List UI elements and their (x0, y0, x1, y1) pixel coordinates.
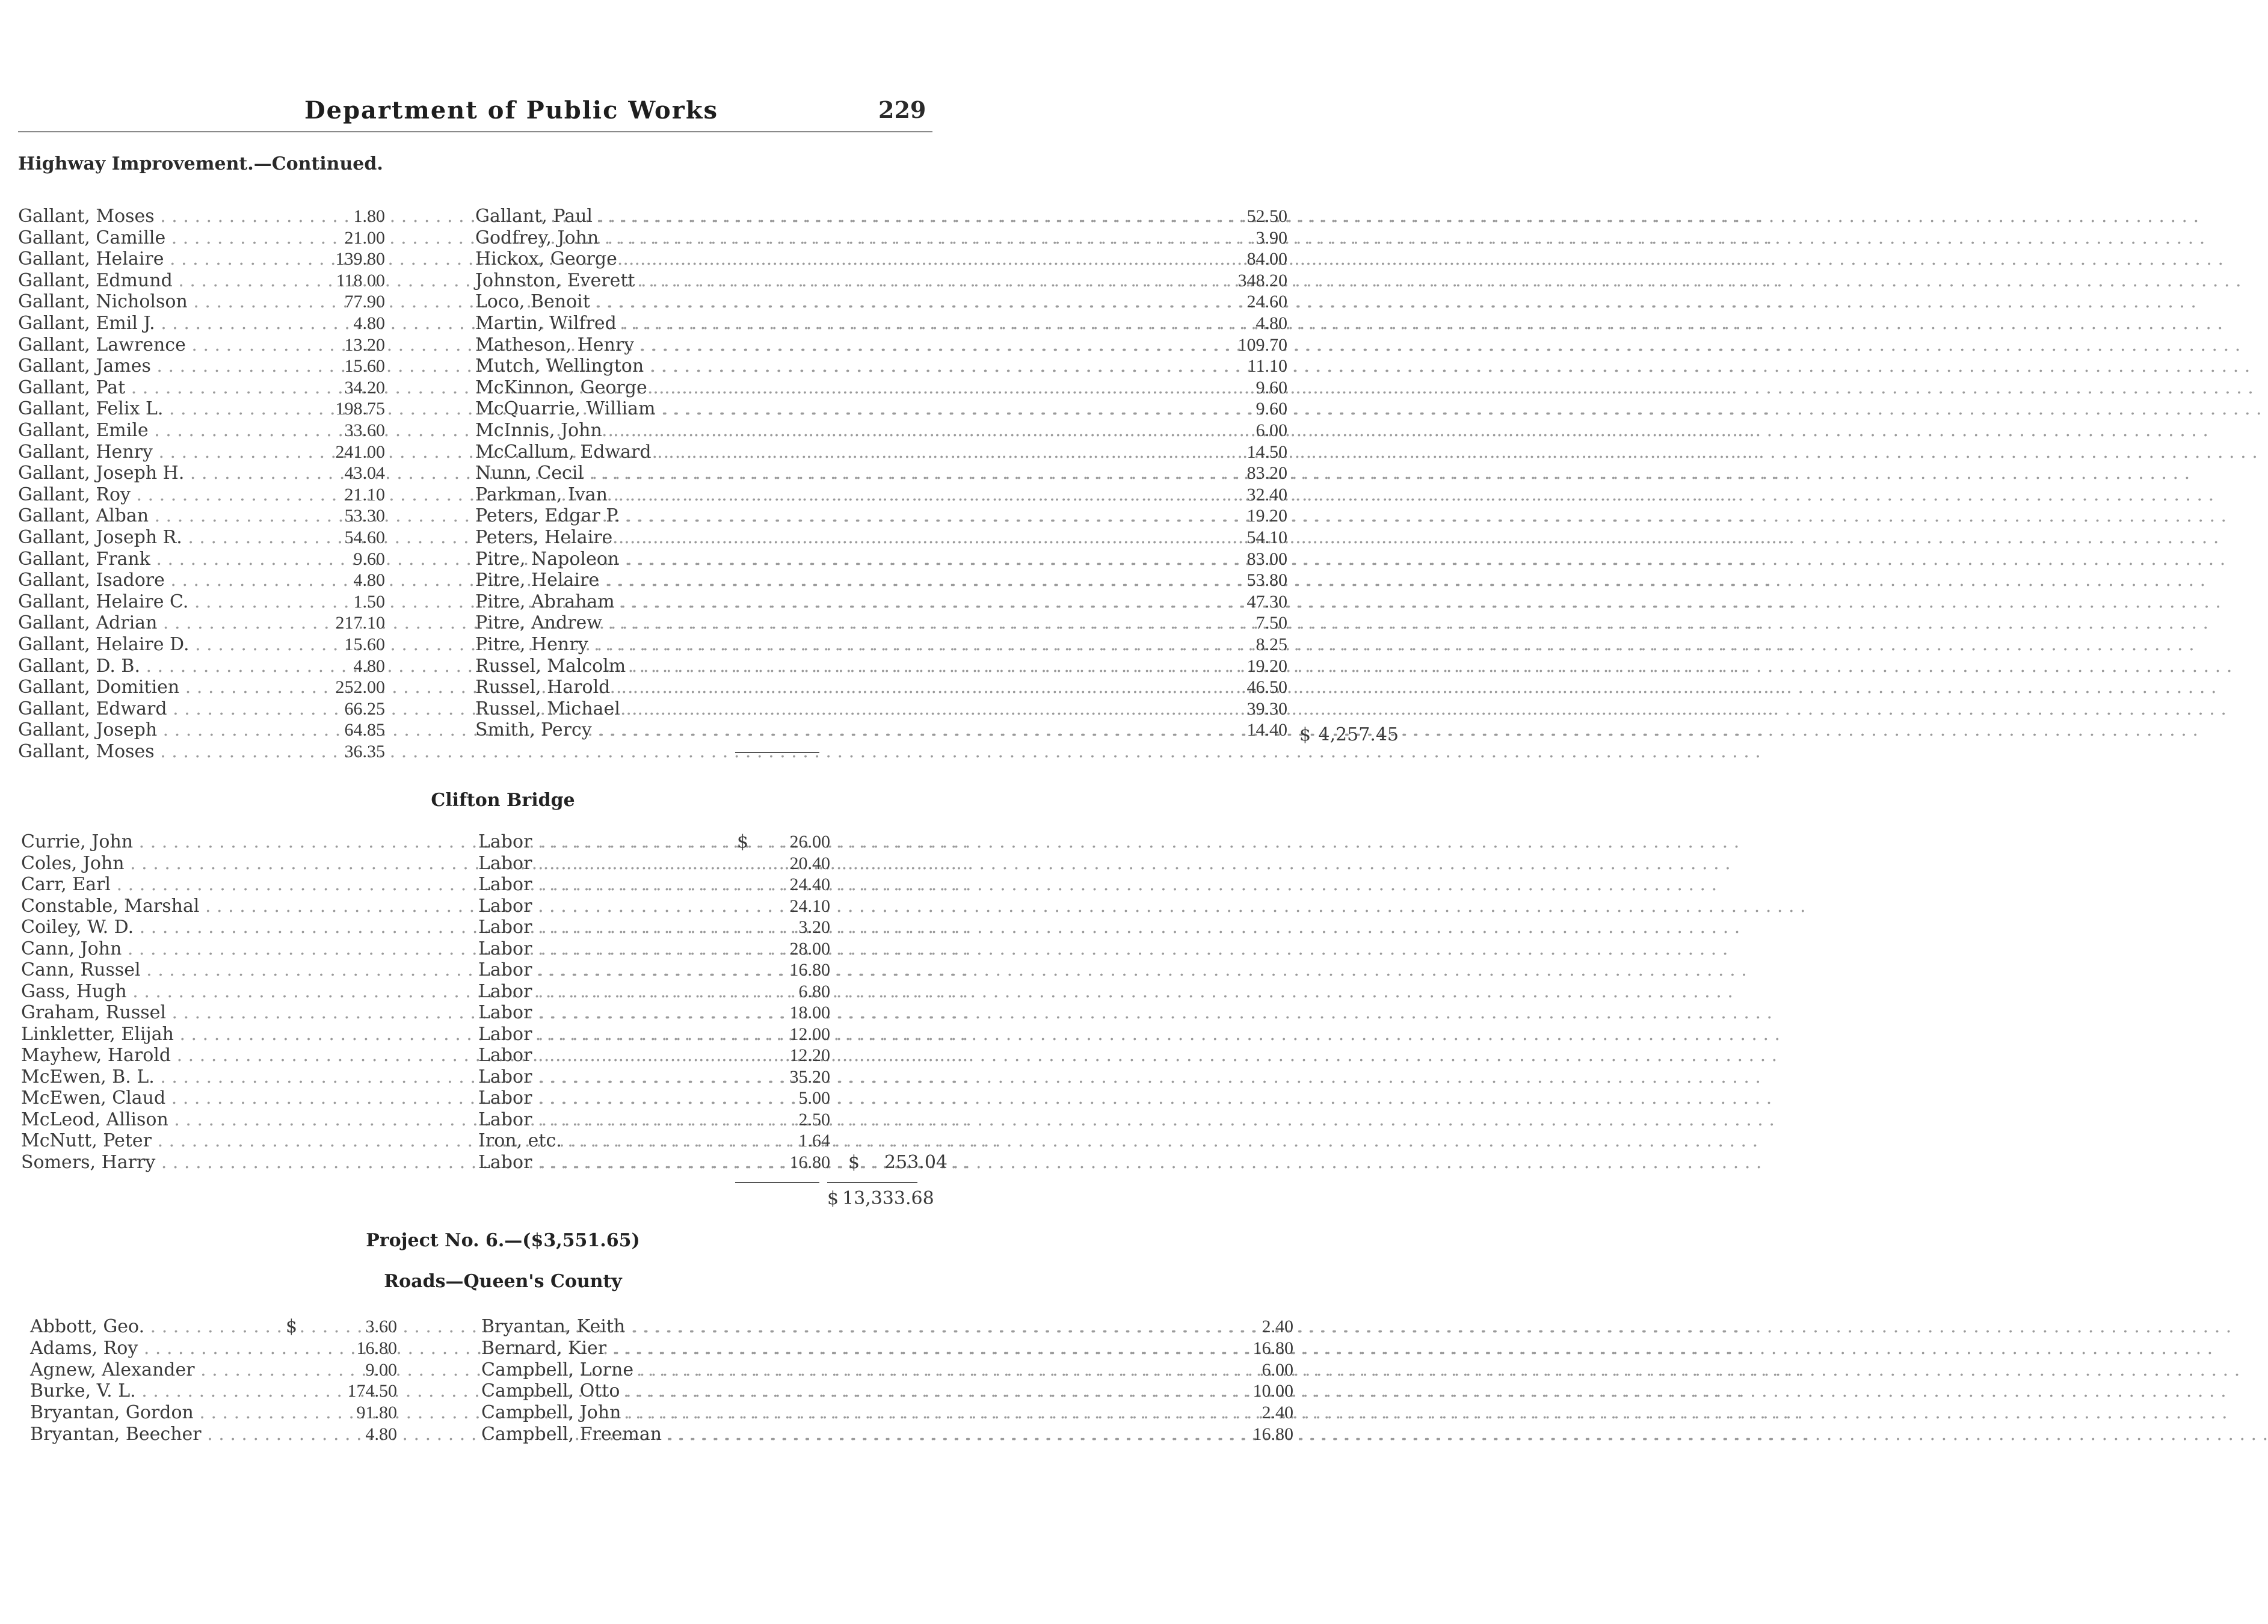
payee-amount: 91.80 (356, 1403, 397, 1423)
payee-amount: 83.00 (1246, 549, 1287, 569)
payee-name: Pitre, Abraham . . . (475, 591, 728, 613)
payee-name: McInnis, John . . . (475, 420, 728, 441)
work-type: Labor . . . (478, 831, 743, 853)
table-row (21, 981, 960, 1003)
table-row (21, 917, 960, 938)
work-type: Labor . . . (478, 959, 743, 981)
payee-amount: 77.90 (344, 292, 385, 312)
payee-amount: 252.00 (335, 677, 385, 698)
payee-name: Abbott, Geo. . . . (30, 1316, 283, 1338)
payee-amount: 4.80 (353, 656, 385, 676)
payee-name: McEwen, Claud . . . (21, 1087, 478, 1109)
work-type: Labor . . . (478, 981, 743, 1003)
payee-amount: 35.20 (789, 1066, 830, 1087)
clifton-subtotal: 253.04 (884, 1151, 948, 1173)
payee-name: Constable, Marshal . . . (21, 896, 478, 917)
payee-name: Godfrey, John . . . (475, 227, 728, 249)
payee-name: Burke, V. L. . . . (30, 1380, 283, 1402)
payee-name: Gass, Hugh . . . (21, 981, 478, 1003)
payee-name: Coles, John . . . (21, 853, 478, 875)
table-row (21, 1130, 960, 1152)
payee-name: Gallant, Joseph . . . (18, 719, 283, 741)
payee-name: McLeod, Allison . . . (21, 1109, 478, 1131)
payee-amount: 16.80 (1253, 1424, 1293, 1444)
payee-amount: 47.30 (1246, 591, 1287, 612)
payee-name: Gallant, Moses . . . (18, 741, 283, 763)
payee-amount: 54.60 (344, 527, 385, 547)
payee-amount: 20.40 (789, 853, 830, 873)
payee-name: Campbell, John . . . (481, 1402, 722, 1424)
payee-name: Martin, Wilfred . . . (475, 313, 728, 334)
payee-name: Peters, Helaire . . . (475, 527, 728, 549)
payee-amount: 66.25 (344, 698, 385, 719)
payee-amount: 198.75 (335, 399, 385, 419)
payee-name: Agnew, Alexander . . . (30, 1359, 283, 1381)
payee-name: Gallant, Henry . . . (18, 441, 283, 463)
payee-name: Gallant, Frank . . . (18, 549, 283, 570)
payee-name: Gallant, Felix L. . . . (18, 398, 283, 420)
project-title: Project No. 6.—($3,551.65) (366, 1230, 640, 1251)
payee-name: Pitre, Napoleon . . . (475, 549, 728, 570)
payee-amount: 9.60 (353, 549, 385, 569)
payee-name: Bernard, Kier . . . (481, 1338, 722, 1359)
payee-amount: 28.00 (789, 938, 830, 959)
payee-amount: 9.00 (365, 1359, 397, 1380)
payee-amount: 6.80 (798, 981, 830, 1001)
payee-amount: 3.90 (1256, 227, 1287, 248)
payee-name: Johnston, Everett . . . (475, 270, 728, 292)
payee-name: Adams, Roy . . . (30, 1338, 283, 1359)
payee-name: Gallant, Joseph H. . . . (18, 463, 283, 484)
table-row (21, 1024, 960, 1045)
payee-amount: 4.80 (365, 1424, 397, 1444)
payee-name: Gallant, Adrian . . . (18, 612, 283, 634)
payee-name: Gallant, James . . . (18, 355, 283, 377)
grand-total-row (827, 1188, 935, 1210)
payee-amount: 4.80 (1256, 313, 1287, 333)
table-row (21, 1109, 960, 1131)
grand-total: 13,333.68 (842, 1188, 934, 1209)
payee-name: Gallant, Helaire C. . . . (18, 591, 283, 613)
work-type: Labor . . . (478, 896, 743, 917)
payee-name: Gallant, D. B. . . . (18, 656, 283, 677)
payee-name: Gallant, Nicholson . . . (18, 291, 283, 313)
payee-name: Matheson, Henry . . . (475, 334, 728, 356)
payee-amount: 24.40 (789, 875, 830, 894)
payee-name: Hickox, George . . . (475, 248, 728, 270)
table-row (21, 1002, 960, 1024)
table-row (21, 959, 960, 981)
page-header (0, 90, 1006, 126)
payee-amount: 16.80 (789, 960, 830, 980)
payee-amount: 9.60 (1256, 399, 1287, 419)
payee-amount: 21.10 (344, 484, 385, 505)
payee-name: Parkman, Ivan . . . (475, 484, 728, 506)
payee-name: Pitre, Helaire . . . (475, 570, 728, 591)
payee-amount: 3.20 (798, 917, 830, 937)
payee-amount: 6.00 (1262, 1359, 1293, 1380)
payee-amount: 174.50 (347, 1381, 397, 1401)
payee-name: Gallant, Emile . . . (18, 420, 283, 441)
subtotal-dollar: $ (848, 1151, 860, 1173)
payee-name: Graham, Russel . . . (21, 1002, 478, 1024)
payee-amount: 4.80 (353, 313, 385, 333)
dollar-sign: $ (737, 831, 749, 852)
payee-amount: 15.60 (344, 356, 385, 377)
work-type: Iron, etc. . . . (478, 1130, 743, 1152)
table-row (21, 938, 960, 960)
payee-name: Gallant, Paul . . . (475, 206, 728, 227)
payee-amount: 5.00 (798, 1088, 830, 1108)
payee-name: Cann, Russel . . . (21, 959, 478, 981)
table-row (21, 1152, 960, 1173)
payee-name: Gallant, Isadore . . . (18, 570, 283, 591)
payee-name: Gallant, Helaire D. . . . (18, 634, 283, 656)
payee-name: Gallant, Pat . . . (18, 377, 283, 399)
payee-amount: 53.30 (344, 506, 385, 526)
payee-amount: 1.80 (353, 206, 385, 226)
payee-amount: 241.00 (335, 441, 385, 462)
page-number: 229 (878, 96, 926, 123)
payee-amount: 10.00 (1253, 1381, 1293, 1401)
payee-name: Gallant, Edward . . . (18, 698, 283, 720)
payee-amount: 24.10 (789, 896, 830, 916)
work-type: Labor . . . (478, 1152, 743, 1173)
page-title: Department of Public Works (304, 96, 719, 125)
clifton-bridge-title: Clifton Bridge (431, 790, 575, 811)
payee-name: Peters, Edgar P. . . . (475, 505, 728, 527)
payee-name: Gallant, Edmund . . . (18, 270, 283, 292)
payee-name: McNutt, Peter . . . (21, 1130, 478, 1152)
payee-name: Pitre, Henry . . . (475, 634, 728, 656)
payee-name: Bryantan, Gordon . . . (30, 1402, 283, 1424)
payee-amount: 21.00 (344, 227, 385, 248)
work-type: Labor . . . (478, 1087, 743, 1109)
payee-amount: 33.60 (344, 420, 385, 440)
county-subtitle: Roads—Queen's County (384, 1271, 622, 1292)
payee-name: Somers, Harry . . . (21, 1152, 478, 1173)
payee-name: Russel, Michael . . . (475, 698, 728, 720)
payee-amount: 12.00 (789, 1024, 830, 1044)
payee-amount: 15.60 (344, 635, 385, 654)
payee-amount: 6.00 (1256, 420, 1287, 440)
payee-amount: 39.30 (1246, 698, 1287, 719)
payee-amount: 217.10 (335, 613, 385, 633)
payee-amount: 54.10 (1246, 527, 1287, 547)
payee-amount: 16.80 (1253, 1338, 1293, 1358)
payee-name: Mayhew, Harold . . . (21, 1045, 478, 1066)
dollar-sign: $ (286, 1316, 298, 1337)
payee-amount: 19.20 (1246, 656, 1287, 676)
payee-name: Carr, Earl . . . (21, 874, 478, 896)
payee-amount: 14.40 (1246, 720, 1287, 740)
payee-amount: 83.20 (1246, 463, 1287, 484)
payee-name: Pitre, Andrew . . . (475, 612, 728, 634)
payee-amount: 139.80 (335, 249, 385, 269)
payee-name: Gallant, Emil J. . . . (18, 313, 283, 334)
payee-amount: 2.40 (1262, 1403, 1293, 1423)
work-type: Labor . . . (478, 1045, 743, 1066)
payee-amount: 36.35 (344, 742, 385, 761)
payee-amount: 16.80 (356, 1338, 397, 1358)
payee-amount: 1.50 (353, 591, 385, 612)
payee-name: Campbell, Lorne . . . (481, 1359, 722, 1381)
payee-name: Bryantan, Beecher . . . (30, 1424, 283, 1445)
header-rule (18, 131, 932, 132)
payee-name: Coiley, W. D. . . . (21, 917, 478, 938)
payee-amount: 18.00 (789, 1003, 830, 1023)
payee-name: Mutch, Wellington . . . (475, 355, 728, 377)
payee-amount: 12.20 (789, 1045, 830, 1065)
payee-amount: 14.50 (1246, 441, 1287, 462)
work-type: Labor . . . (478, 917, 743, 938)
table-row (21, 831, 960, 853)
payee-name: Gallant, Joseph R. . . . (18, 527, 283, 549)
work-type: Labor . . . (478, 1024, 743, 1045)
table-row (21, 1066, 960, 1088)
section-subheading: Highway Improvement.—Continued. (18, 153, 383, 174)
payee-name: McCallum, Edward . . . (475, 441, 728, 463)
payee-name: Russel, Malcolm . . . (475, 656, 728, 677)
payee-name: Bryantan, Keith . . . (481, 1316, 722, 1338)
payee-amount: 11.10 (1247, 356, 1287, 377)
subtotal-rule-2 (827, 1182, 917, 1183)
payee-amount: 13.20 (344, 334, 385, 355)
payee-name: McEwen, B. L. . . . (21, 1066, 478, 1088)
payee-name: McQuarrie, William . . . (475, 398, 728, 420)
work-type: Labor . . . (478, 1002, 743, 1024)
payee-name: Smith, Percy . . . (475, 719, 728, 741)
payee-name: Loco, Benoit . . . (475, 291, 728, 313)
payee-amount: 4.80 (353, 570, 385, 591)
payee-amount: 43.04 (344, 463, 385, 484)
payee-amount: 46.50 (1246, 677, 1287, 698)
payee-amount: 118 00 (336, 270, 385, 291)
payee-amount: 3.60 (365, 1317, 397, 1336)
payee-name: Russel, Harold . . . (475, 677, 728, 698)
payee-amount: 19.20 (1246, 506, 1287, 526)
payee-amount: 348.20 (1237, 270, 1287, 291)
payee-amount: 16.80 (789, 1152, 830, 1172)
payee-name: Linkletter, Elijah . . . (21, 1024, 478, 1045)
table-row (21, 874, 960, 896)
payee-name: Gallant, Roy . . . (18, 484, 283, 506)
payee-amount: 53.80 (1246, 570, 1287, 591)
payee-amount: 34.20 (344, 377, 385, 398)
table-row (21, 1045, 960, 1066)
payee-amount: 84.00 (1246, 249, 1287, 269)
payee-name: Currie, John . . . (21, 831, 478, 853)
work-type: Labor . . . (478, 938, 743, 960)
work-type: Labor . . . (478, 1066, 743, 1088)
payee-amount: 24.60 (1246, 292, 1287, 312)
payee-amount: 32.40 (1246, 484, 1287, 505)
payee-name: Campbell, Otto . . . (481, 1380, 722, 1402)
payee-amount: 2.40 (1262, 1317, 1293, 1336)
payee-amount: 9.60 (1256, 377, 1287, 398)
subtotal-rule (735, 1182, 819, 1183)
work-type: Labor . . . (478, 874, 743, 896)
payee-name: Gallant, Lawrence . . . (18, 334, 283, 356)
highway-total: 4,257.45 (1318, 724, 1399, 745)
payee-amount: 1.64 (798, 1131, 830, 1151)
payee-amount: 64.85 (344, 720, 385, 740)
payee-name: McKinnon, George . . . (475, 377, 728, 399)
payee-amount: 26.00 (789, 832, 830, 852)
payee-amount: 8.25 (1256, 635, 1287, 654)
column-rule (735, 752, 819, 753)
payee-amount: 7.50 (1256, 613, 1287, 633)
payee-name: Gallant, Helaire . . . (18, 248, 283, 270)
work-type: Labor . . . (478, 853, 743, 875)
payee-name: Campbell, Freeman . . . (481, 1424, 722, 1445)
payee-name: Gallant, Domitien . . . (18, 677, 283, 698)
table-row (21, 853, 960, 875)
payee-amount: 2.50 (798, 1109, 830, 1130)
table-row (21, 896, 960, 917)
payee-name: Cann, John . . . (21, 938, 478, 960)
payee-amount: 109.70 (1237, 334, 1287, 355)
payee-name: Gallant, Alban . . . (18, 505, 283, 527)
table-row (21, 1087, 960, 1109)
payee-name: Nunn, Cecil . . . (475, 463, 728, 484)
payee-amount: 52.50 (1246, 206, 1287, 226)
payee-name: Gallant, Camille . . . (18, 227, 283, 249)
payee-name: Gallant, Moses . . . (18, 206, 283, 227)
work-type: Labor . . . (478, 1109, 743, 1131)
grand-total-dollar: $ (827, 1188, 839, 1209)
total-dollar-sign: $ (1299, 724, 1311, 745)
